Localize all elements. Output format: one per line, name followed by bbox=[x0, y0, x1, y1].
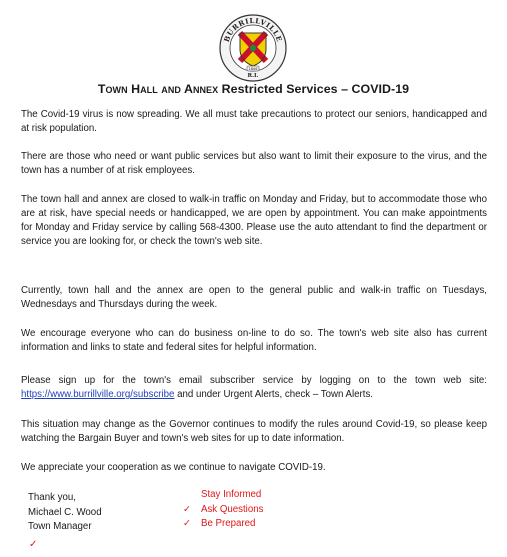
online-paragraph: We encourage everyone who can do business on-line to do so. The town's web site also has current information and links to state and federal sites for helpful information. bbox=[21, 328, 487, 353]
reminder-item bbox=[183, 517, 263, 532]
seal-ring-text: BURRILLVILLE bbox=[221, 15, 285, 44]
checkmark-icon: ✓ bbox=[183, 518, 192, 529]
title-part-1: Town Hall and Annex bbox=[97, 82, 219, 96]
governor-paragraph: This situation may change as the Governor continues to modify the rules around Covid-19, so please keep watching the Bargain Buyer and town's web sites for up to date information. bbox=[21, 419, 487, 444]
exposure-paragraph: There are those who need or want public services but also want to limit their exposure to the virus, and the town has a number of at risk employees. bbox=[21, 151, 487, 176]
signoff-role: Town Manager bbox=[28, 521, 92, 532]
signoff-block bbox=[28, 491, 102, 535]
reminder-label: Be Prepared bbox=[201, 518, 256, 529]
signoff-name: Michael C. Wood bbox=[28, 506, 102, 518]
signoff-thanks: Thank you, bbox=[28, 492, 76, 503]
appointments-paragraph: The town hall and annex are closed to walk-in traffic on Monday and Friday, but to accommodate those who are at risk, have special needs or handicapped, we are open by appointment. You can make appointments for Monday and Friday service by calling 568-4300. Please use the auto attendant to find the department or service you are looking for, or check the town's web site. bbox=[21, 194, 487, 247]
checkmark-icon: ✓ bbox=[29, 539, 38, 550]
reminder-item bbox=[183, 488, 263, 503]
open-days-paragraph: Currently, town hall and the annex are open to the general public and walk-in traffic on Tuesdays, Wednesdays and Thursdays during the week. bbox=[21, 285, 487, 310]
reminder-label: Stay Informed bbox=[201, 489, 262, 500]
closing-paragraph: We appreciate your cooperation as we continue to navigate COVID-19. bbox=[21, 462, 326, 473]
seal-year-text: 1806 bbox=[248, 67, 258, 71]
subscribe-text-before: Please sign up for the town's email subscriber service by logging on to the town web site: bbox=[21, 375, 487, 386]
title-part-2: Restricted Services – COVID-19 bbox=[218, 82, 410, 96]
subscribe-paragraph bbox=[21, 374, 487, 402]
page-title bbox=[0, 82, 507, 96]
subscribe-text-after: and under Urgent Alerts, check – Town Alerts. bbox=[174, 389, 373, 400]
reminder-item bbox=[183, 503, 263, 518]
seal-bottom-text: R.I. bbox=[247, 73, 259, 79]
town-seal-icon bbox=[218, 13, 288, 83]
reminder-label: Ask Questions bbox=[201, 503, 264, 515]
intro-paragraph: The Covid-19 virus is now spreading. We all must take precautions to protect our seniors, handicapped and at risk population. bbox=[21, 109, 487, 134]
reminder-list bbox=[183, 488, 263, 532]
checkmark-icon: ✓ bbox=[183, 503, 192, 515]
subscribe-link[interactable]: https://www.burrillville.org/subscribe bbox=[21, 389, 175, 400]
